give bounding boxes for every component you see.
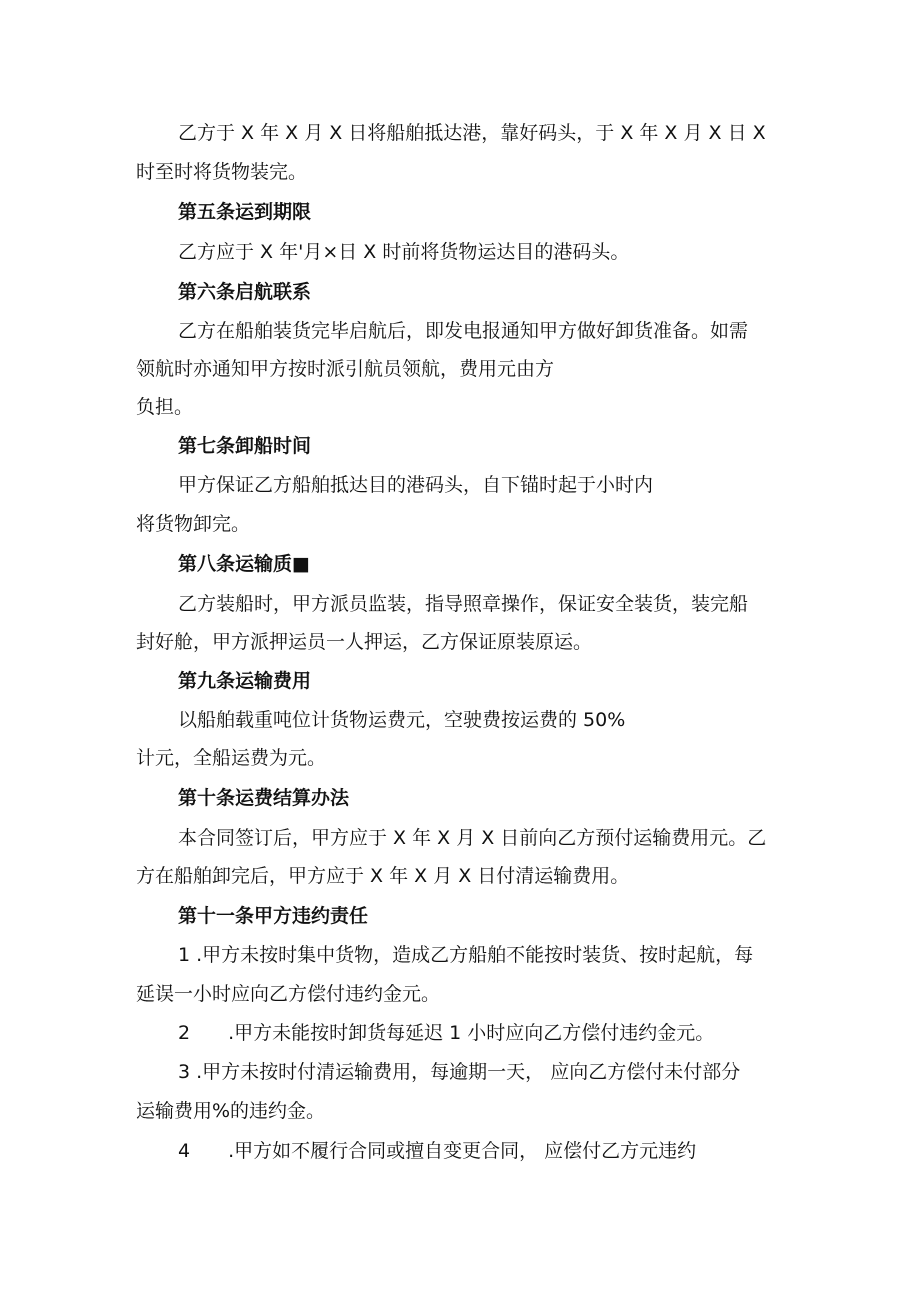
article-11-heading: 第十一条甲方违约责任 xyxy=(178,905,369,927)
paragraph-line: 本合同签订后，甲方应于 X 年 X 月 X 日前向乙方预付运输费用元。乙 xyxy=(178,827,767,849)
paragraph-line: 封好舱，甲方派押运员一人押运，乙方保证原装原运。 xyxy=(136,631,593,653)
paragraph-line: 延误一小时应向乙方偿付违约金元。 xyxy=(136,983,441,1005)
paragraph-line: 乙方应于 X 年'月×日 X 时前将货物运达目的港码头。 xyxy=(178,241,630,263)
article-7-heading: 第七条卸船时间 xyxy=(178,435,312,457)
clause-item: 4 .甲方如不履行合同或擅自变更合同， 应偿付乙方元违约 xyxy=(178,1140,697,1162)
paragraph-line: 方在船舶卸完后，甲方应于 X 年 X 月 X 日付清运输费用。 xyxy=(136,865,630,887)
paragraph-line: 领航时亦通知甲方按时派引航员领航，费用元由方 xyxy=(136,358,555,380)
article-6-heading: 第六条启航联系 xyxy=(178,281,312,303)
paragraph-line: 乙方于 X 年 X 月 X 日将船舶抵达港，靠好码头，于 X 年 X 月 X 日 X xyxy=(178,122,766,144)
paragraph-line: 乙方在船舶装货完毕启航后，即发电报通知甲方做好卸货准备。如需 xyxy=(178,320,749,342)
article-10-heading: 第十条运费结算办法 xyxy=(178,787,350,809)
paragraph-line: 甲方保证乙方船舶抵达目的港码头，自下锚时起于小时内 xyxy=(178,474,654,496)
paragraph-line: 时至时将货物装完。 xyxy=(136,161,308,183)
paragraph-line: 以船舶载重吨位计货物运费元，空驶费按运费的 50% xyxy=(178,709,626,731)
article-5-heading: 第五条运到期限 xyxy=(178,201,312,223)
paragraph-line: 计元，全船运费为元。 xyxy=(136,747,327,769)
article-8-heading: 第八条运输质■ xyxy=(178,553,310,575)
clause-item: 3 .甲方未按时付清运输费用，每逾期一天， 应向乙方偿付未付部分 xyxy=(178,1061,741,1083)
clause-item: 1 .甲方未按时集中货物，造成乙方船舶不能按时装货、按时起航，每 xyxy=(178,944,754,966)
paragraph-line: 乙方装船时，甲方派员监装，指导照章操作，保证安全装货，装完船 xyxy=(178,593,749,615)
paragraph-line: 运输费用%的违约金。 xyxy=(136,1100,326,1122)
paragraph-line: 负担。 xyxy=(136,396,194,418)
paragraph-line: 将货物卸完。 xyxy=(136,513,251,535)
article-9-heading: 第九条运输费用 xyxy=(178,670,312,692)
clause-item: 2 .甲方未能按时卸货每延迟 1 小时应向乙方偿付违约金元。 xyxy=(178,1022,715,1044)
